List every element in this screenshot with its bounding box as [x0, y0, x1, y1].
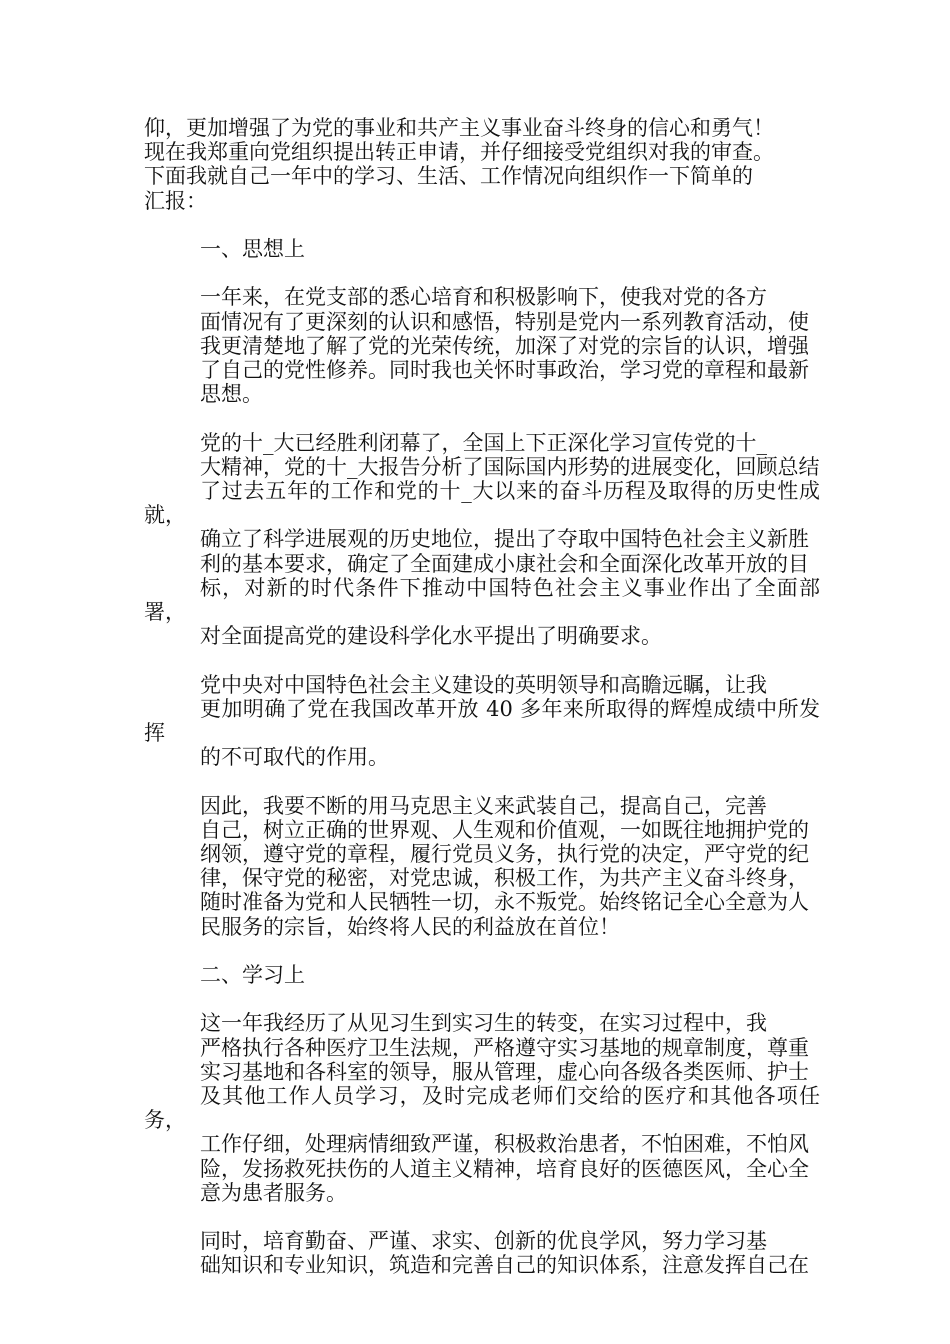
text-line: 更加明确了党在我国改革开放 40 多年来所取得的辉煌成绩中所发挥 [144, 696, 820, 746]
text-line: 大精神，党的十_大报告分析了国际国内形势的进展变化，回顾总结 [200, 454, 820, 479]
text-line: 汇报： [144, 188, 207, 213]
paragraph [144, 116, 820, 213]
section-heading [144, 963, 820, 987]
text-line: 律，保守党的秘密，对党忠诚，积极工作，为共产主义奋斗终身， [200, 866, 809, 891]
text-line: 现在我郑重向党组织提出转正申请，并仔细接受党组织对我的审查。 [144, 140, 774, 165]
text-line: 这一年我经历了从见习生到实习生的转变，在实习过程中，我 [200, 1011, 767, 1036]
text-line: 随时准备为党和人民牺牲一切，永不叛党。始终铭记全心全意为人 [200, 890, 809, 915]
text-line: 下面我就自己一年中的学习、生活、工作情况向组织作一下简单的 [144, 164, 753, 189]
text-line: 面情况有了更深刻的认识和感悟，特别是党内一系列教育活动，使 [200, 309, 809, 334]
paragraph [144, 285, 820, 406]
text-line: 我更清楚地了解了党的光荣传统，加深了对党的宗旨的认识，增强 [200, 333, 809, 358]
paragraph [144, 1229, 820, 1277]
document-body [144, 116, 820, 1302]
section-heading [144, 237, 820, 261]
text-line: 一年来，在党支部的悉心培育和积极影响下，使我对党的各方 [200, 285, 767, 310]
text-line: 民服务的宗旨，始终将人民的利益放在首位！ [200, 914, 620, 939]
text-line: 党的十_大已经胜利闭幕了，全国上下正深化学习宣传党的十_ [200, 430, 767, 455]
text-line: 及其他工作人员学习，及时完成老师们交给的医疗和其他各项任务， [144, 1084, 820, 1133]
text-line: 纲领，遵守党的章程，履行党员义务，执行党的决定，严守党的纪 [200, 842, 809, 867]
paragraph [144, 431, 820, 649]
text-line: 一、思想上 [200, 237, 305, 261]
text-line: 思想。 [200, 382, 263, 407]
text-line: 自己，树立正确的世界观、人生观和价值观，一如既往地拥护党的 [200, 817, 809, 842]
paragraph [144, 673, 820, 770]
text-line: 党中央对中国特色社会主义建设的英明领导和高瞻远瞩，让我 [200, 672, 767, 697]
text-line: 严格执行各种医疗卫生法规，严格遵守实习基地的规章制度，尊重 [200, 1035, 809, 1060]
text-line: 利的基本要求，确定了全面建成小康社会和全面深化改革开放的目 [200, 551, 809, 576]
text-line: 确立了科学进展观的历史地位，提出了夺取中国特色社会主义新胜 [200, 527, 809, 552]
text-line: 险，发扬救死扶伤的人道主义精神，培育良好的医德医风，全心全 [200, 1156, 809, 1181]
text-line: 础知识和专业知识，筑造和完善自己的知识体系，注意发挥自己在 [200, 1253, 809, 1278]
text-line: 了过去五年的工作和党的十_大以来的奋斗历程及取得的历史性成就， [144, 479, 820, 528]
text-line: 意为患者服务。 [200, 1180, 347, 1205]
paragraph [144, 1011, 820, 1205]
text-line: 仰，更加增强了为党的事业和共产主义事业奋斗终身的信心和勇气！ [144, 116, 774, 140]
text-line: 二、学习上 [200, 963, 305, 988]
text-line: 实习基地和各科室的领导，服从管理，虚心向各级各类医师、护士 [200, 1059, 809, 1084]
paragraph [144, 794, 820, 939]
text-line: 标，对新的时代条件下推动中国特色社会主义事业作出了全面部署， [144, 575, 820, 625]
text-line: 工作仔细，处理病情细致严谨，积极救治患者，不怕困难，不怕风 [200, 1132, 809, 1157]
text-line: 对全面提高党的建设科学化水平提出了明确要求。 [200, 624, 662, 649]
text-line: 同时，培育勤奋、严谨、求实、创新的优良学风，努力学习基 [200, 1229, 767, 1254]
text-line: 了自己的党性修养。同时我也关怀时事政治，学习党的章程和最新 [200, 358, 809, 382]
text-line: 的不可取代的作用。 [200, 745, 389, 770]
text-line: 因此，我要不断的用马克思主义来武装自己，提高自己，完善 [200, 793, 767, 818]
